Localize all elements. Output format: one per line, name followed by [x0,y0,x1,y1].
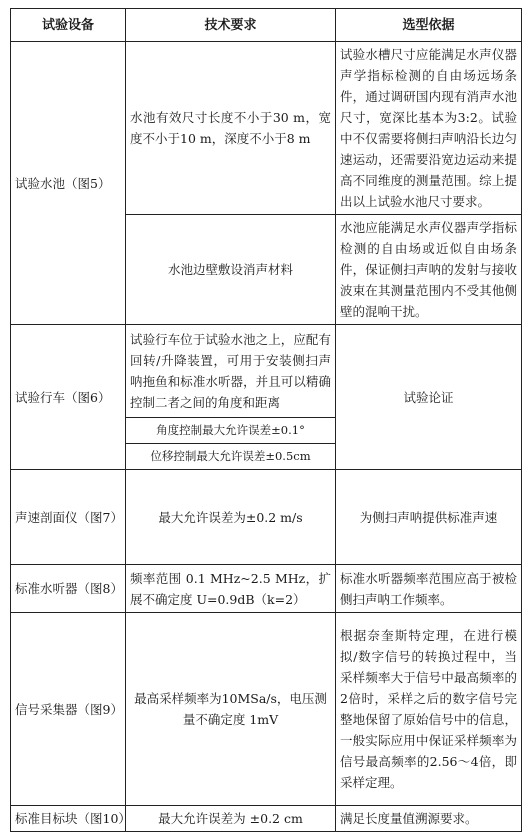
device-svp: 声速剖面仪（图7） [11,470,126,565]
basis-pool-size: 试验水槽尺寸应能满足水声仪器声学指标检测的自由场远场条件，通过调研国内现有消声水池尺寸，宽深比基本为3:2。试验中不仅需要将侧扫声呐沿长边匀速运动，还需要沿宽边运动来提高不同维度的测量范围。综上提出以上试验水池尺寸要求。 [336,42,522,215]
basis-svp: 为侧扫声呐提供标准声速 [336,470,522,565]
table-row [11,565,522,613]
basis-pool-wall: 水池应能满足水声仪器声学指标检测的自由场或近似自由场条件，保证侧扫声呐的发射与接收波束在其测量范围内不受其他侧壁的混响干扰。 [336,215,522,325]
device-target: 标准目标块（图10） [11,806,126,832]
table-header-row [11,9,522,42]
requirement-vehicle-mount: 试验行车位于试验水池之上，应配有回转/升降装置，可用于安装侧扫声呐拖鱼和标准水听器，并且可以精确控制二者之间的角度和距离 [126,325,336,418]
basis-target: 满足长度量值溯源要求。 [336,806,522,832]
header-device: 试验设备 [11,9,126,42]
spec-table-container [10,8,522,832]
table-row [11,470,522,565]
basis-collector: 根据奈奎斯特定理，在进行模拟/数字信号的转换过程中，当采样频率大于信号中最高频率的2倍时，采样之后的数字信号完整地保留了原始信号中的信息，一般实际应用中保证采样频率为信号最高频率的2.56～4倍，即采样定理。 [336,613,522,806]
requirement-pool-size: 水池有效尺寸长度不小于30 m，宽度不小于10 m，深度不小于8 m [126,42,336,215]
equipment-spec-table [10,8,522,832]
device-collector: 信号采集器（图9） [11,613,126,806]
requirement-hydrophone: 频率范围 0.1 MHz~2.5 MHz，扩展不确定度 U=0.9dB（k=2） [126,565,336,613]
requirement-svp: 最大允许误差为±0.2 m/s [126,470,336,565]
header-basis: 选型依据 [336,9,522,42]
requirement-pool-wall: 水池边壁敷设消声材料 [126,215,336,325]
device-hydrophone: 标准水听器（图8） [11,565,126,613]
requirement-vehicle-displacement: 位移控制最大允许误差±0.5cm [126,444,336,470]
device-pool: 试验水池（图5） [11,42,126,325]
requirement-target: 最大允许误差为 ±0.2 cm [126,806,336,832]
requirement-collector: 最高采样频率为10MSa/s，电压测量不确定度 1mV [126,613,336,806]
table-row [11,613,522,806]
table-row [11,42,522,215]
device-vehicle: 试验行车（图6） [11,325,126,470]
table-row [11,806,522,832]
basis-hydrophone: 标准水听器频率范围应高于被检侧扫声呐工作频率。 [336,565,522,613]
table-row [11,325,522,418]
basis-vehicle: 试验论证 [336,325,522,470]
requirement-vehicle-angle: 角度控制最大允许误差±0.1° [126,418,336,444]
header-requirement: 技术要求 [126,9,336,42]
